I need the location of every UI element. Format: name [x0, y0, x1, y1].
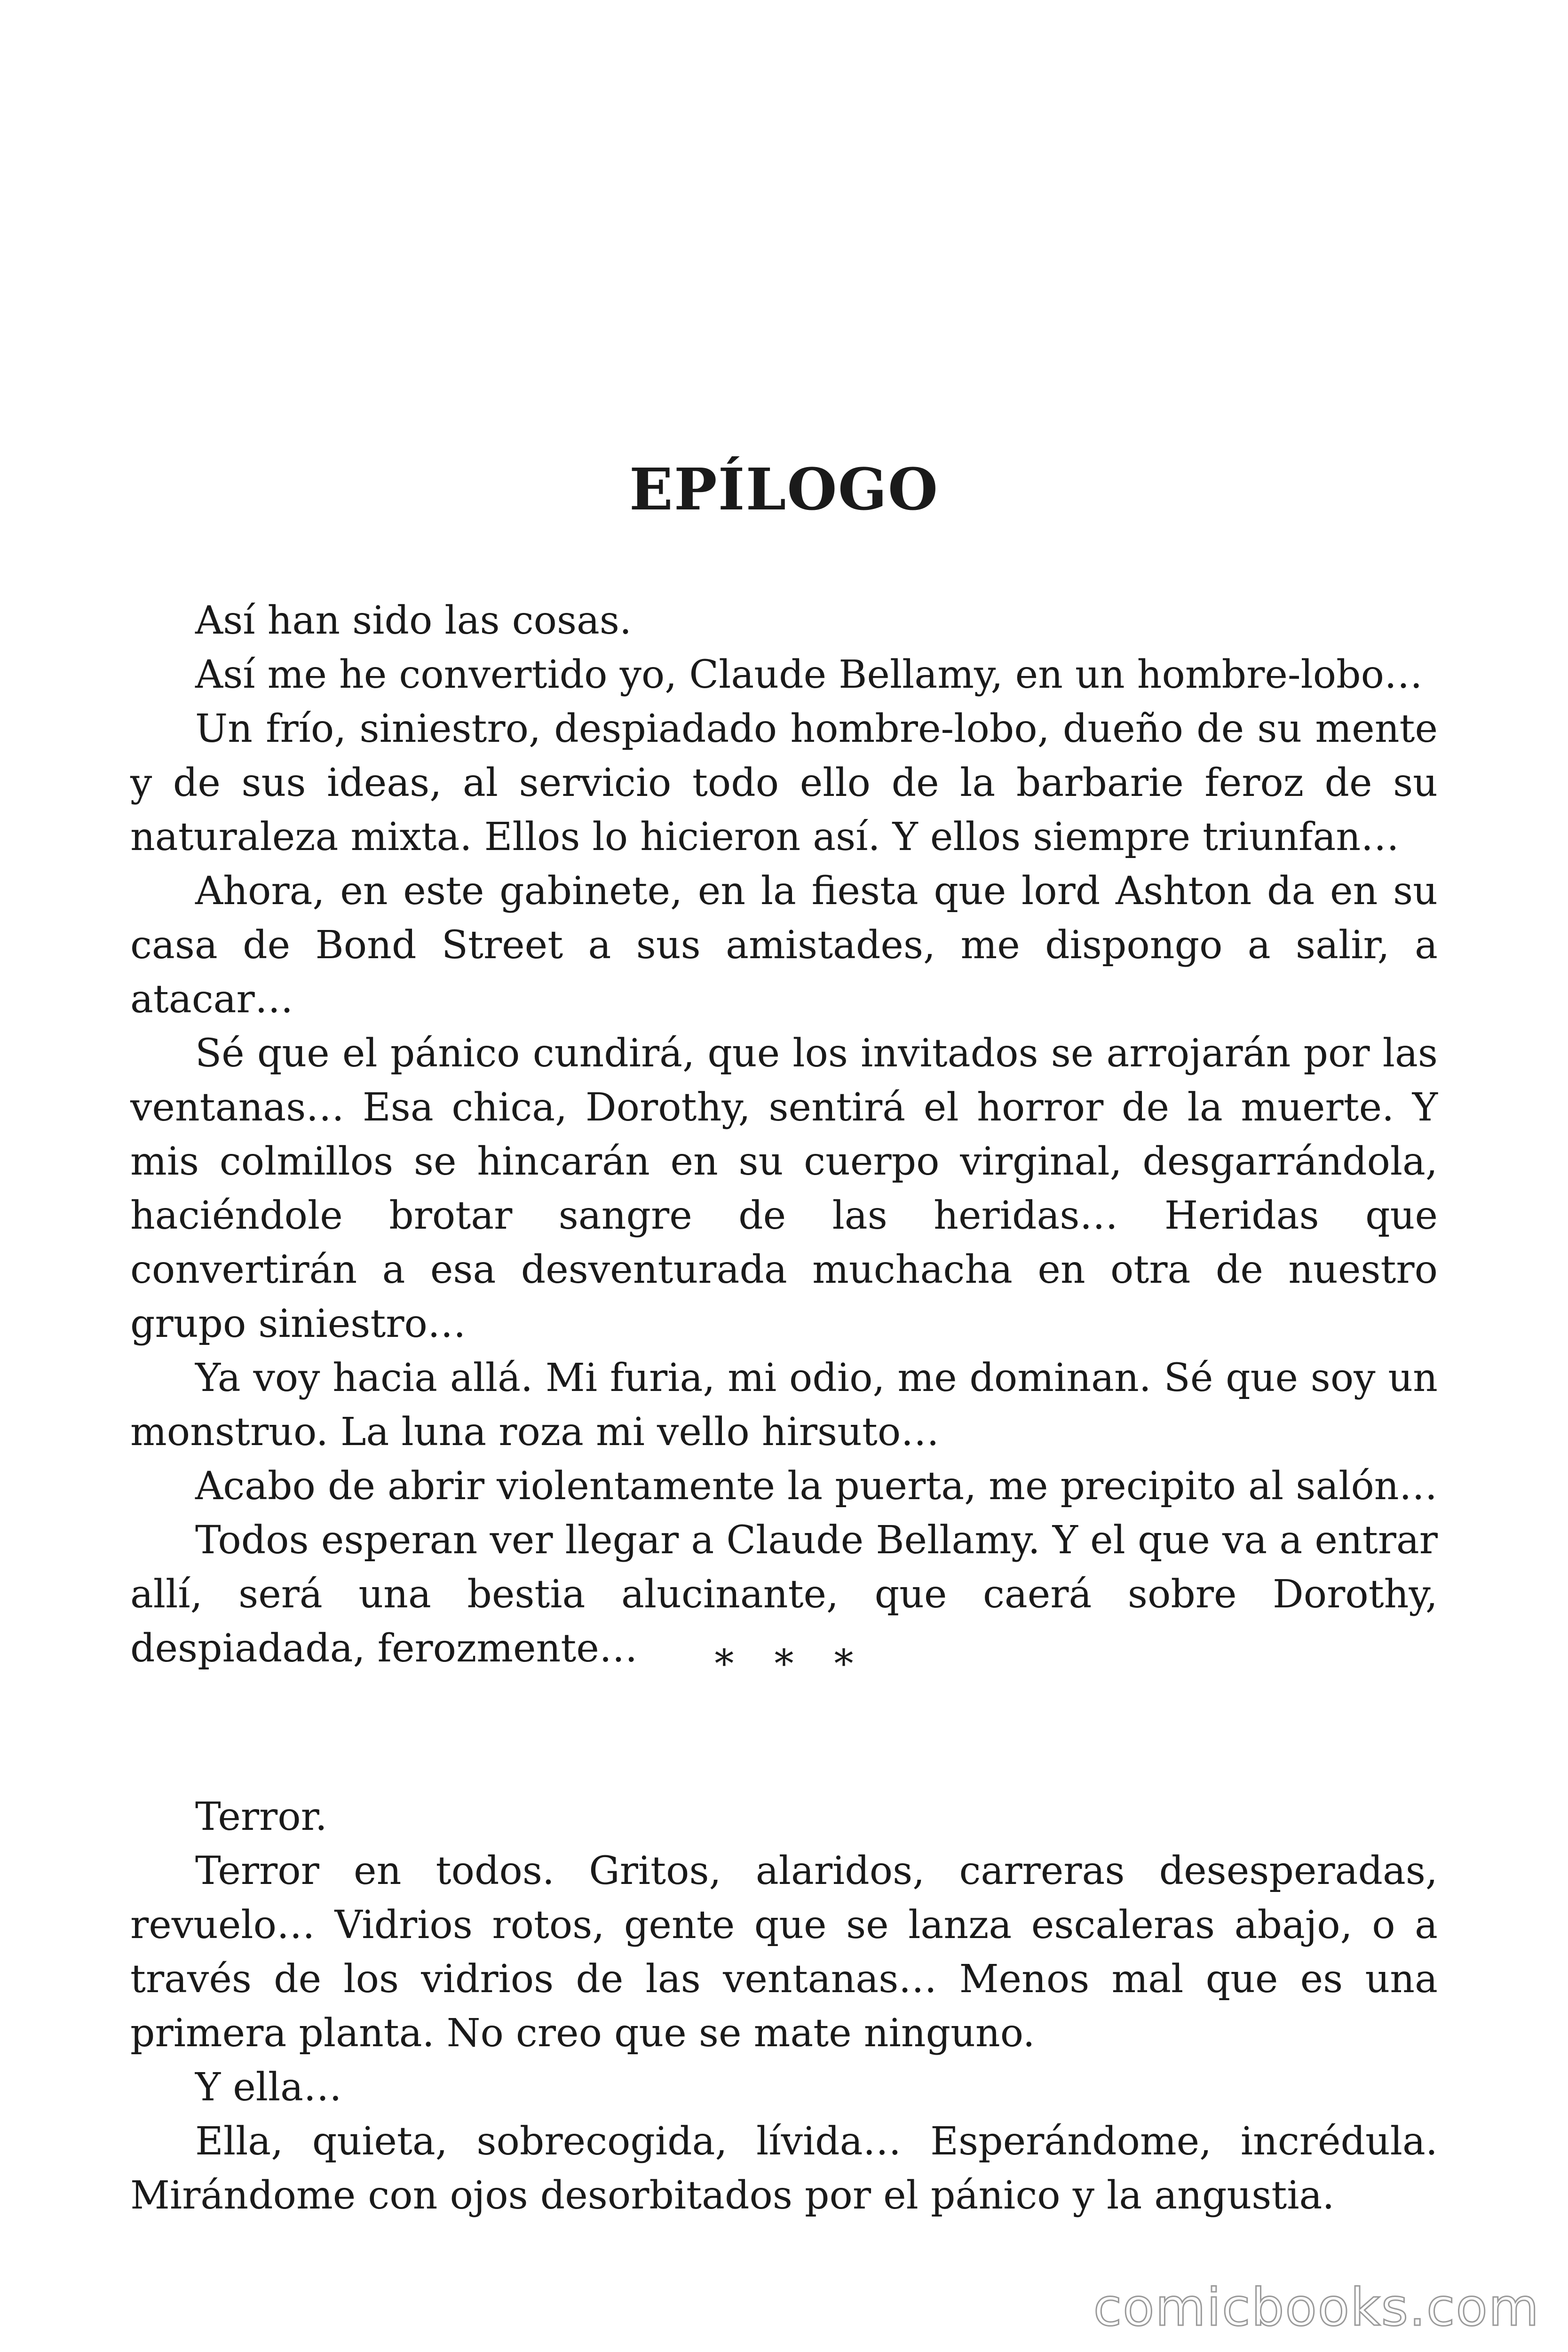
- paragraph: Ahora, en este gabinete, en la fiesta que lord Ashton da en su casa de Bond Street a sus amistades, me dispongo a salir, a atacar…: [130, 869, 1438, 1022]
- watermark: comicbooks.com: [1093, 2277, 1540, 2337]
- paragraph: Todos esperan ver llegar a Claude Bellamy. Y el que va a entrar allí, será una bestia alucinante, que caerá sobre Dorothy, despiadada, ferozmente…: [130, 1518, 1438, 1671]
- scene-break: * * *: [714, 1642, 868, 1686]
- paragraph: Sé que el pánico cundirá, que los invitados se arrojarán por las ventanas… Esa chica, Dorothy, sentirá el horror de la muerte. Y mis colmillos se hincarán en su cuerpo virginal, desgarrándola, haciéndole brotar sangre de las heridas… Heridas que convertirán a esa desventurada muchacha en otra de nuestro grupo siniestro…: [130, 1031, 1438, 1346]
- paragraph: Acabo de abrir violentamente la puerta, me precipito al salón…: [195, 1464, 1438, 1509]
- paragraph: Así me he convertido yo, Claude Bellamy, en un hombre-lobo…: [195, 652, 1423, 697]
- epilogue-part-2: [130, 1790, 1438, 2223]
- paragraph: Así han sido las cosas.: [195, 598, 632, 643]
- paragraph: Terror.: [195, 1795, 327, 1839]
- paragraph: Ya voy hacia allá. Mi furia, mi odio, me dominan. Sé que soy un monstruo. La luna roza mi vello hirsuto…: [130, 1356, 1438, 1454]
- paragraph: Y ella…: [195, 2065, 342, 2110]
- epilogue-part-1: [130, 594, 1438, 1676]
- paragraph: Ella, quieta, sobrecogida, lívida… Esperándome, incrédula. Mirándome con ojos desorbitados por el pánico y la angustia.: [130, 2119, 1438, 2218]
- chapter-title: EPÍLOGO: [629, 455, 939, 523]
- paragraph: Un frío, siniestro, despiadado hombre-lobo, dueño de su mente y de sus ideas, al servicio todo ello de la barbarie feroz de su naturaleza mixta. Ellos lo hicieron así. Y ellos siempre triunfan…: [130, 707, 1438, 859]
- paragraph: Terror en todos. Gritos, alaridos, carreras desesperadas, revuelo… Vidrios rotos, gente que se lanza escaleras abajo, o a través de los vidrios de las ventanas… Menos mal que es una primera planta. No creo que se mate ninguno.: [130, 1849, 1438, 2056]
